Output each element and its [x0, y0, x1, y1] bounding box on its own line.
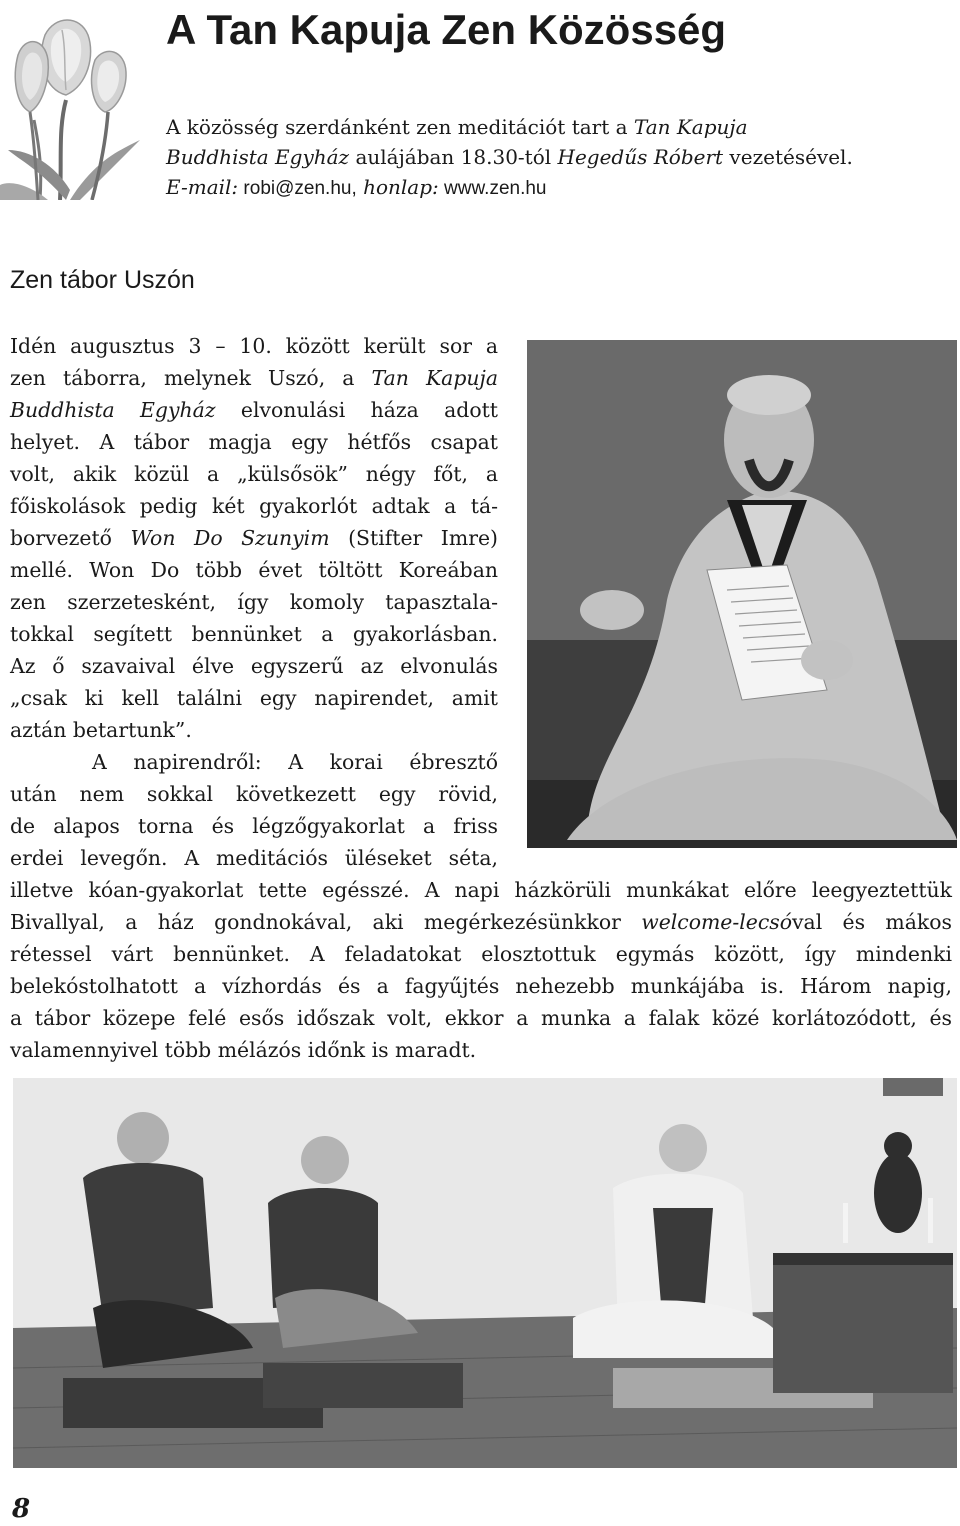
- article-line: de alapos torna és légzőgyakorlat a friss: [10, 814, 498, 838]
- contact-line: [166, 172, 926, 204]
- organization-name: Buddhista Egyház: [166, 145, 350, 169]
- intro-paragraph: [166, 112, 926, 204]
- article-line: belekóstolhatott a vízhordás és a fagyűjtés nehezebb munkájába is. Három napig,: [10, 974, 952, 998]
- person-name: Won Do Szunyim: [130, 526, 330, 550]
- article-line: erdei levegőn. A meditációs üléseket séta,: [10, 846, 498, 870]
- article-text: (Stifter Imre): [329, 526, 498, 550]
- organization-name: Tan Kapuja: [371, 366, 499, 390]
- intro-text: A közösség szerdánként zen meditációt tart a: [166, 115, 634, 139]
- article-line: aztán betartunk”.: [10, 718, 192, 742]
- article-line: Az ő szavaival élve egyszerű az elvonulás: [10, 654, 498, 678]
- article-text: zen táborra, melynek Uszó, a: [10, 366, 372, 390]
- article-line: [10, 362, 498, 394]
- article-line: [10, 522, 498, 554]
- email-label: E-mail:: [166, 175, 239, 199]
- organization-name: Tan Kapuja: [633, 115, 748, 139]
- dish-name: welcome-lecsó: [641, 910, 793, 934]
- teacher-photo: [527, 340, 957, 848]
- page-number: 8: [12, 1494, 31, 1524]
- article-line: valamennyivel több mélázós időnk is maradt.: [10, 1038, 477, 1062]
- section-title: Zen tábor Uszón: [10, 266, 195, 294]
- organization-name: Buddhista Egyház: [10, 398, 216, 422]
- article-line: A napirendről: A korai ébresztő: [92, 750, 498, 774]
- article-line: [10, 394, 498, 426]
- article-text: Bivallyal, a ház gondnokával, aki megérkezésünkkor: [10, 910, 642, 934]
- article-line: helyet. A tábor magja egy hétfős csapat: [10, 430, 498, 454]
- article-text: elvonulási háza adott: [215, 398, 498, 422]
- homepage-url[interactable]: www.zen.hu: [438, 178, 547, 199]
- article-line: után nem sokkal következett egy rövid,: [10, 782, 498, 806]
- article-line: illetve kóan-gyakorlat tette egésszé. A napi házkörüli munkákat előre leegyeztettük: [10, 878, 952, 902]
- intro-text: vezetésével.: [723, 145, 853, 169]
- intro-line: [166, 142, 926, 172]
- article-text: val és mákos: [792, 910, 953, 934]
- group-meditation-photo: [13, 1078, 957, 1468]
- tulip-illustration: [0, 0, 150, 200]
- intro-line: [166, 112, 926, 142]
- article-line: volt, akik közül a „külsősök” négy főt, a: [10, 462, 498, 486]
- intro-text: aulájában 18.30-tól: [349, 145, 558, 169]
- article-line: „csak ki kell találni egy napirendet, amit: [10, 686, 498, 710]
- article-line: Idén augusztus 3 – 10. között került sor a: [10, 334, 498, 358]
- article-line: rétessel várt bennünket. A feladatokat elosztottuk egymás között, így mindenki: [10, 942, 952, 966]
- article-line: mellé. Won Do több évet töltött Koreában: [10, 558, 498, 582]
- article-line: zen szerzetesként, így komoly tapasztala-: [10, 590, 498, 614]
- article-line: főiskolások pedig két gyakorlót adtak a tá-: [10, 494, 498, 518]
- page-title: A Tan Kapuja Zen Közösség: [166, 6, 727, 53]
- article-line: [10, 906, 952, 938]
- article-line: a tábor közepe felé esős időszak volt, ekkor a munka a falak közé korlátozódott, és: [10, 1006, 952, 1030]
- article-text: borvezető: [10, 526, 131, 550]
- email-address[interactable]: robi@zen.hu,: [238, 178, 357, 199]
- leader-name: Hegedűs Róbert: [557, 145, 724, 169]
- article-line: tokkal segített bennünket a gyakorlásban.: [10, 622, 498, 646]
- homepage-label: honlap:: [356, 175, 439, 199]
